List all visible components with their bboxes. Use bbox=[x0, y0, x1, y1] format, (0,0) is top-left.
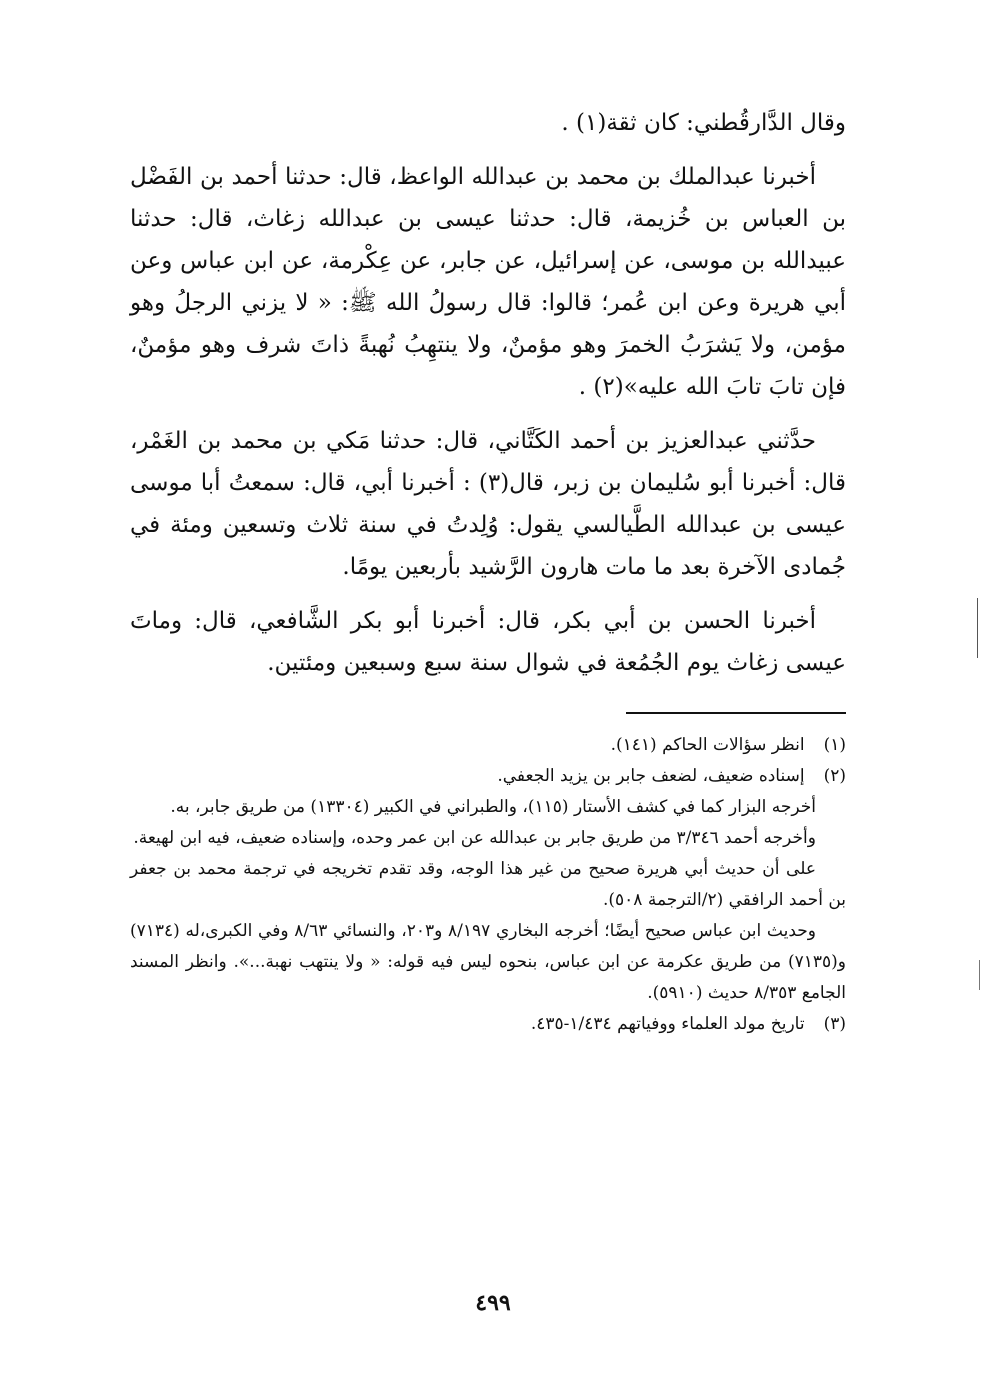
paragraph-hadith-narration: أخبرنا عبدالملك بن محمد بن عبدالله الواعظ، قال: حدثنا أحمد بن الفَضْل بن العباس بن خُزيمة، قال: حدثنا عيسى بن عبدالله زغاث، قال: حدثنا عبيدالله بن موسى، عن إسرائيل، عن جابر، عن عِكْرمة، عن ابن عباس وعن أبي هريرة وعن ابن عُمر؛ قالوا: قال رسولُ الله ﷺ: « لا يزني الرجلُ وهو مؤمن، ولا يَشرَبُ الخمرَ وهو مؤمنٌ، ولا ينتهِبُ نُهبةً ذاتَ شرف وهو مؤمنٌ، فإن تابَ تابَ الله عليه»(٢) . bbox=[130, 164, 846, 400]
footnote-2-line: أخرجه البزار كما في كشف الأستار (١١٥)، والطبراني في الكبير (١٣٣٠٤) من طريق جابر، به. bbox=[170, 797, 816, 817]
footnote-2-line: على أن حديث أبي هريرة صحيح من غير هذا الوجه، وقد تقدم تخريجه في ترجمة محمد بن جعفر بن أحمد الرافقي (٢/الترجمة ٥٠٨). bbox=[130, 859, 846, 910]
footnote-2 bbox=[130, 761, 846, 792]
footnote-separator bbox=[626, 712, 846, 714]
footnote-1 bbox=[130, 730, 846, 761]
paragraph-death-report: أخبرنا الحسن بن أبي بكر، قال: أخبرنا أبو بكر الشَّافعي، قال: وماتَ عيسى زغاث يوم الجُمُعة في شوال سنة سبع وسبعين ومئتين. bbox=[130, 608, 846, 676]
footnote-3-text: تاريخ مولد العلماء ووفياتهم ١/٤٣٤-٤٣٥. bbox=[530, 1014, 805, 1034]
footnote-1-text: انظر سؤالات الحاكم (١٤١). bbox=[610, 735, 805, 755]
footnotes bbox=[130, 730, 846, 1040]
footnote-3-number: (٣) bbox=[823, 1014, 846, 1034]
page-number: ٤٩٩ bbox=[475, 1290, 511, 1316]
footnote-1-number: (١) bbox=[823, 735, 846, 755]
footnote-2-number: (٢) bbox=[823, 766, 846, 786]
paragraph-birth-report: حدَّثني عبدالعزيز بن أحمد الكَتَّاني، قال: حدثنا مَكي بن محمد بن الغَمْر، قال: أخبرنا أبو سُليمان بن زبر، قال(٣) : أخبرنا أبي، قال: سمعتُ أبا موسى عيسى بن عبدالله الطَّيالسي يقول: وُلِدتُ في سنة ثلاث وتسعين ومئة في جُمادى الآخرة بعد ما مات هارون الرَّشيد بأربعين يومًا. bbox=[130, 428, 846, 580]
footnote-2-text: إسناده ضعيف، لضعف جابر بن يزيد الجعفي. bbox=[497, 766, 805, 786]
paragraph-daraqutni: وقال الدَّارقُطني: كان ثقة(١) . bbox=[561, 110, 846, 136]
main-text bbox=[130, 102, 846, 696]
footnote-2-line: وحديث ابن عباس صحيح أيضًا؛ أخرجه البخاري ٨/١٩٧ و٢٠٣، والنسائي ٨/٦٣ وفي الكبرى،له (٧١٣٤) و(٧١٣٥) من طريق عكرمة عن ابن عباس، بنحوه ليس فيه قوله: « ولا ينتهب نهبة...». وانظر المسند الجامع ٨/٣٥٣ حديث (٥٩١٠). bbox=[130, 921, 846, 1003]
scan-edge-mark bbox=[979, 960, 980, 990]
footnote-3 bbox=[130, 1009, 846, 1040]
footnote-2-line: وأخرجه أحمد ٣/٣٤٦ من طريق جابر بن عبدالله عن ابن عمر وحده، وإسناده ضعيف، فيه ابن لهيعة. bbox=[133, 828, 816, 848]
scan-edge-mark bbox=[977, 598, 978, 658]
